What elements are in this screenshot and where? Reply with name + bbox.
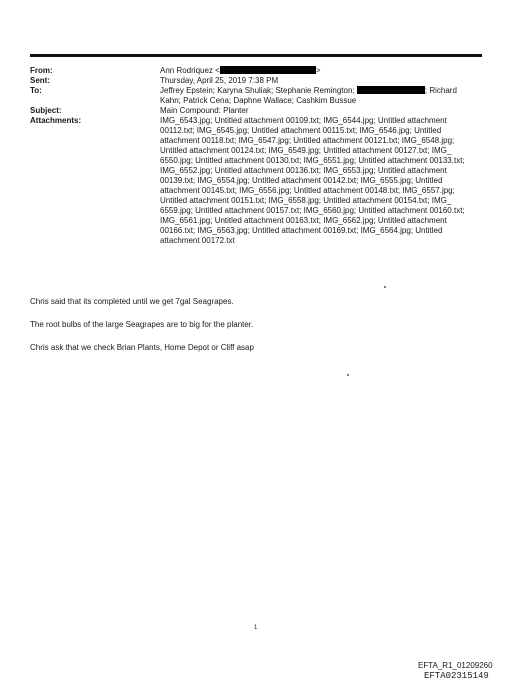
attachments-line: attachment 00145.txt; IMG_6556.jpg; Untitled attachment 00148.txt; IMG_6557.jpg; xyxy=(160,186,455,195)
redaction-box xyxy=(220,66,316,74)
subject-row xyxy=(30,106,470,116)
sent-label: Sent: xyxy=(30,76,50,85)
body-line-2: The root bulbs of the large Seagrapes are to big for the planter. xyxy=(30,320,254,329)
attachments-label: Attachments: xyxy=(30,116,82,125)
attachments-line: IMG_6552.jpg; Untitled attachment 00136.txt; IMG_6553.jpg; Untitled attachment xyxy=(160,166,447,175)
scan-speck xyxy=(384,286,386,288)
attachments-line: 6559.jpg; Untitled attachment 00157.txt; IMG_6560.jpg; Untitled attachment 00160.txt; xyxy=(160,206,465,215)
attachments-line: 00166.txt; IMG_6563.jpg; Untitled attachment 00169.txt; IMG_6564.jpg; Untitled xyxy=(160,226,443,235)
to-recipients-a: Jeffrey Epstein; Karyna Shuliak; Stephanie Remington; xyxy=(160,86,355,95)
body-line-1: Chris said that its completed until we get 7gal Seagrapes. xyxy=(30,297,234,306)
attachments-line: Untitled attachment 00124.txt; IMG_6549.jpg; Untitled attachment 00127.txt; IMG_ xyxy=(160,146,452,155)
document-id-1: EFTA_R1_01209260 xyxy=(418,661,493,670)
attachments-line: 6550.jpg; Untitled attachment 00130.txt; IMG_6551.jpg; Untitled attachment 00133.txt; xyxy=(160,156,465,165)
document-id-2: EFTA02315149 xyxy=(424,671,489,681)
attachments-row xyxy=(30,116,470,246)
attachments-line: attachment 00118.txt; IMG_6547.jpg; Untitled attachment 00121.txt; IMG_6548.jpg; xyxy=(160,136,455,145)
from-suffix: > xyxy=(315,66,321,75)
sent-row xyxy=(30,76,470,86)
to-value xyxy=(160,86,470,106)
attachments-line: IMG_6561.jpg; Untitled attachment 00163.txt; IMG_6562.jpg; Untitled attachment xyxy=(160,216,447,225)
subject-label: Subject: xyxy=(30,106,62,115)
redaction-box xyxy=(357,86,425,94)
from-row xyxy=(30,66,470,76)
to-row xyxy=(30,86,470,106)
attachments-line: 00139.txt; IMG_6554.jpg; Untitled attachment 00142.txt; IMG_6555.jpg; Untitled xyxy=(160,176,443,185)
from-name: Ann Rodriquez < xyxy=(160,66,220,75)
subject-value: Main Compound: Planter xyxy=(160,106,249,115)
header-rule xyxy=(30,54,482,57)
attachments-list xyxy=(160,116,470,246)
to-recipients-b: ; Richard xyxy=(424,86,457,95)
scan-speck xyxy=(347,374,349,376)
attachments-line: Untitled attachment 00151.txt; IMG_6558.jpg; Untitled attachment 00154.txt; IMG_ xyxy=(160,196,452,205)
sent-value: Thursday, April 25, 2019 7:38 PM xyxy=(160,76,279,85)
body-line-3: Chris ask that we check Brian Plants, Home Depot or Cliff asap xyxy=(30,343,254,352)
from-value xyxy=(160,66,470,76)
attachments-line: attachment 00172.txt xyxy=(160,236,235,245)
email-header xyxy=(30,66,470,246)
page-number: 1 xyxy=(254,625,258,631)
to-recipients-c: Kahn; Patrick Cena; Daphne Wallace; Cashkim Bussue xyxy=(160,96,357,105)
to-label: To: xyxy=(30,86,42,95)
attachments-line: 00112.txt; IMG_6545.jpg; Untitled attachment 00115.txt; IMG_6546.jpg; Untitled xyxy=(160,126,442,135)
attachments-line: IMG_6543.jpg; Untitled attachment 00109.txt; IMG_6544.jpg; Untitled attachment xyxy=(160,116,447,125)
from-label: From: xyxy=(30,66,53,75)
